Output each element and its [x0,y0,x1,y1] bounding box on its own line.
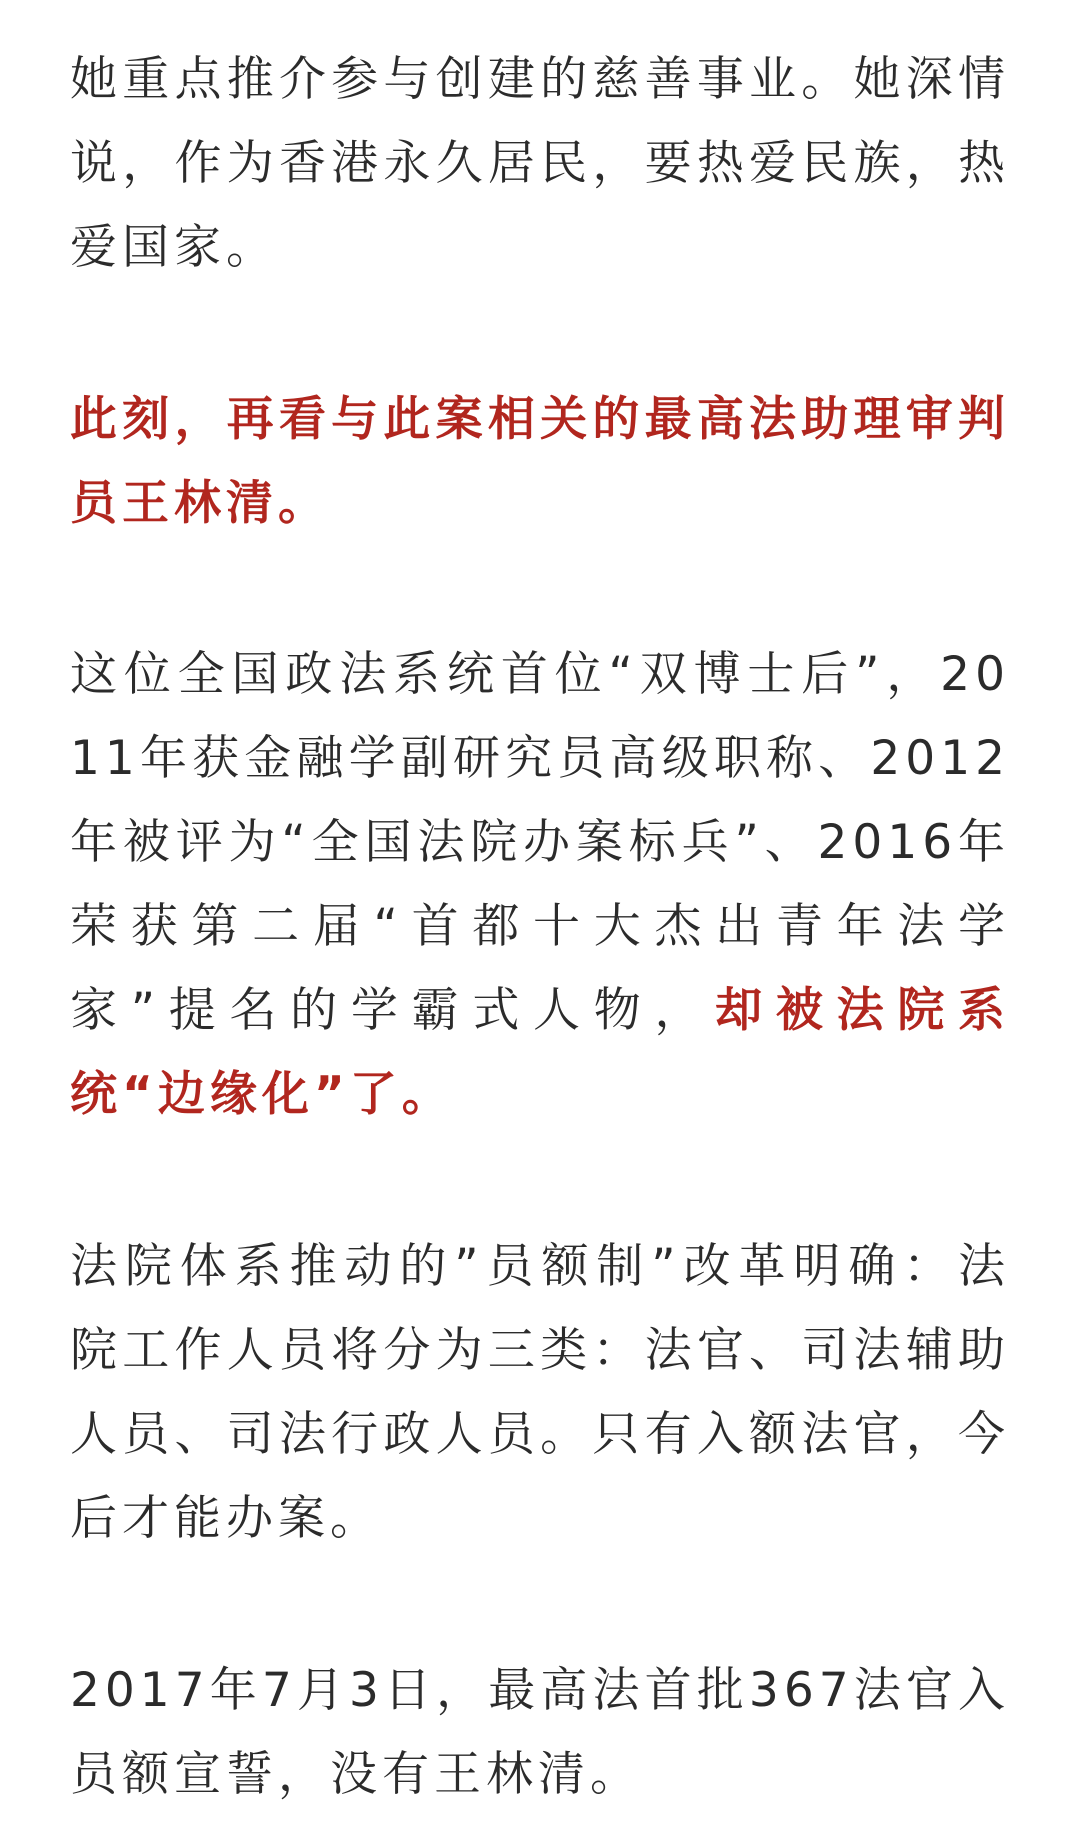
marginalized-highlight: 却被法院系统“边缘化”了。 [70,983,1010,1122]
paragraph-oath-date: 2017年7月3日，最高法首批367法官入员额宣誓，没有王林清。 [70,1663,1010,1802]
paragraph-quota-reform: 法院体系推动的”员额制”改革明确：法院工作人员将分为三类：法官、司法辅助人员、司法行政人员。只有入额法官，今后才能办案。 [70,1239,1010,1546]
paragraph-intro: 她重点推介参与创建的慈善事业。她深情说，作为香港永久居民，要热爱民族，热爱国家。 [70,52,1010,275]
achievements-text: 这位全国政法系统首位“双博士后”，2011年获金融学副研究员高级职称、2012年被评为“全国法院办案标兵”、2016年荣获第二届“首都十大杰出青年法学家”提名的学霸式人物， [70,647,1010,1038]
paragraph-achievements [70,633,1010,1137]
paragraph-highlight-wang-linqing: 此刻，再看与此案相关的最高法助理审判员王林清。 [70,392,1010,531]
